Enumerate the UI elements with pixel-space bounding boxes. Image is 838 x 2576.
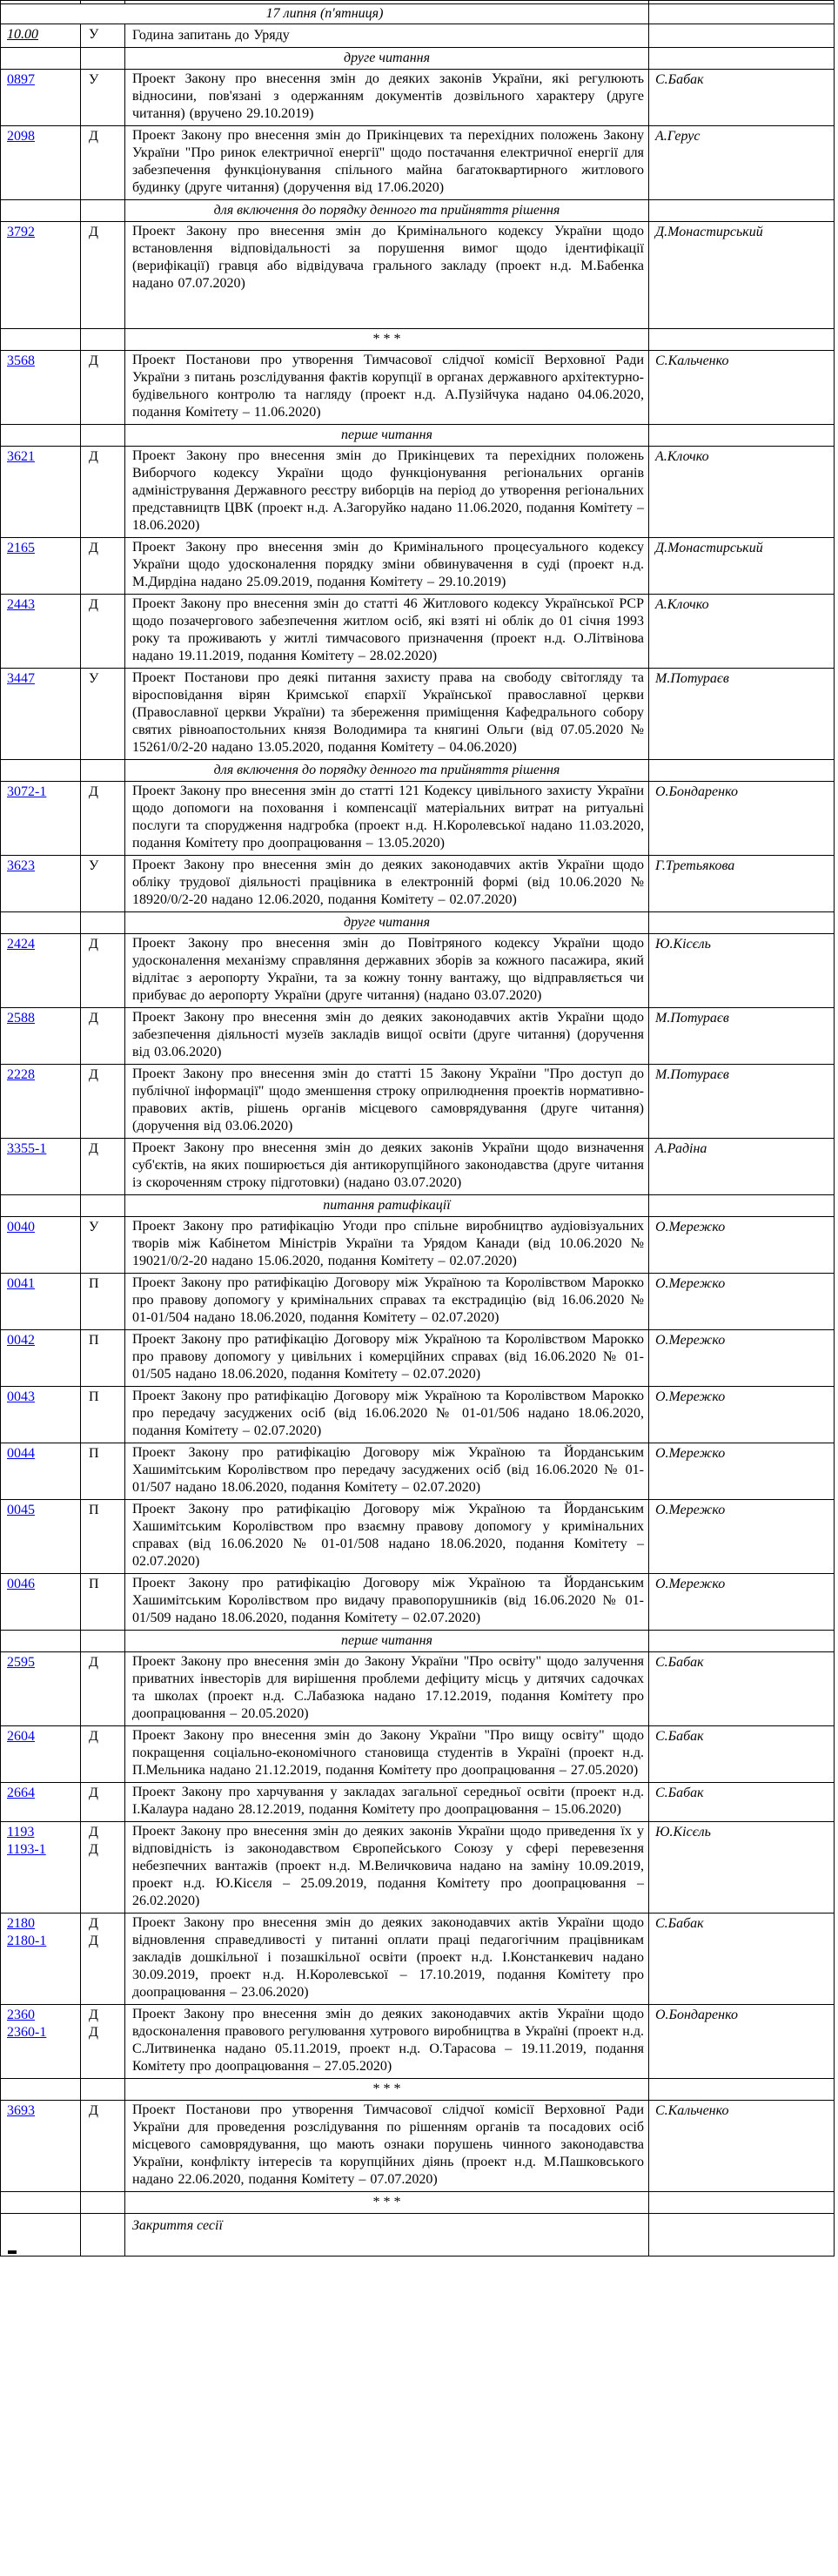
vote-type-flag: Д [89, 225, 98, 239]
table-row [1, 595, 835, 669]
table-row [1, 1783, 835, 1822]
bill-number-cell [1, 2101, 81, 2192]
separator-stars: * * * [125, 2079, 649, 2101]
section-header-row [1, 912, 835, 934]
vote-type-cell [81, 538, 125, 595]
empty-cell [81, 425, 125, 447]
empty-cell [81, 2192, 125, 2214]
empty-cell [1, 1631, 81, 1652]
empty-cell [81, 760, 125, 782]
section-header-row [1, 425, 835, 447]
bill-description: Проект Закону про внесення змін до деяких законів України, які регулюють відносини, пов'язані з одержанням документів дозвільного характеру (друге читання) (вручено 29.10.2019) [125, 70, 649, 126]
table-row [1, 1330, 835, 1387]
vote-type-cell [81, 782, 125, 856]
empty-cell [649, 760, 835, 782]
empty-cell [81, 2079, 125, 2101]
bill-link[interactable]: 0897 [7, 72, 35, 87]
bill-link[interactable]: 1193-1 [7, 1842, 46, 1857]
vote-type-cell [81, 669, 125, 760]
bill-link[interactable]: 2424 [7, 937, 35, 952]
bill-number-cell [1, 126, 81, 200]
vote-type-flag: П [89, 1276, 99, 1291]
vote-type-flag: У [89, 1220, 99, 1234]
bill-description: Проект Постанови про утворення Тимчасової слідчої комісії Верховної Ради України для проведення розслідування по рішенням органів та посадових осіб місцевого самоврядування, що мають ознаки порушень чинного законодавства України, конфлікту інтересів та корупційних діянь (проект н.д. М.Пашковського надано 22.06.2020, подання Комітету – 07.07.2020) [125, 2101, 649, 2192]
table-row [1, 1139, 835, 1195]
vote-type-flag: Д [89, 1825, 98, 1840]
bill-description: Проект Закону про внесення змін до Закону України "Про вищу освіту" щодо покращення соціально-економічного становища студентів в Україні (проект н.д. П.Мельника надано 21.12.2019, подання Комітету про доопрацювання – 27.05.2020) [125, 1726, 649, 1783]
bill-number-cell [1, 1914, 81, 2005]
bill-description: Проект Закону про внесення змін до статті 121 Кодексу цивільного захисту України щодо допомоги на поховання і компенсації матеріальних витрат на ритуальні послуги та спорудження надгробка (проект н.д. Н.Королевської надано 11.03.2020, подання Комітету про доопрацювання – 13.05.2020) [125, 782, 649, 856]
bill-description: Проект Закону про внесення змін до Кримінального процесуального кодексу України щодо удосконалення порядку зміни обвинувачення в суді (проект н.д. М.Дирдіна надано 25.09.2019, подання Комітету – 29.10.2019) [125, 538, 649, 595]
bill-number-cell [1, 1652, 81, 1726]
bill-number-cell [1, 1008, 81, 1065]
bill-number-cell [1, 934, 81, 1008]
vote-type-flag: Д [89, 2103, 98, 2118]
vote-type-cell [81, 222, 125, 329]
bill-link[interactable]: 0042 [7, 1333, 35, 1348]
bill-link[interactable]: 0041 [7, 1276, 35, 1291]
bill-number-cell [1, 70, 81, 126]
bill-link[interactable]: 2595 [7, 1655, 35, 1670]
bill-description: Проект Закону про ратифікацію Договору між Україною та Королівством Марокко про правову допомогу у цивільних і комерційних справах (від 16.06.2020 № 01-01/505 надано 18.06.2020, подання Комітету – 02.07.2020) [125, 1330, 649, 1387]
bill-description: Проект Закону про харчування у закладах загальної середньої освіти (проект н.д. І.Калаура надано 28.12.2019, подання Комітету про доопрацювання – 15.06.2020) [125, 1783, 649, 1822]
section-header-row [1, 48, 835, 70]
author-name: О.Мережко [649, 1574, 835, 1631]
vote-type-flag: Д [89, 1729, 98, 1744]
vote-type-flag: Д [89, 2025, 98, 2040]
vote-type-cell [81, 1500, 125, 1574]
vote-type-cell [81, 1139, 125, 1195]
author-name: О.Мережко [649, 1330, 835, 1387]
table-row [1, 856, 835, 912]
author-name: Г.Третьякова [649, 856, 835, 912]
bill-link[interactable]: 3568 [7, 353, 35, 368]
bill-number-cell [1, 2005, 81, 2079]
bill-number-cell [1, 538, 81, 595]
bill-description: Проект Закону про внесення змін до статті 46 Житлового кодексу Української РСР щодо позачергового забезпечення житлом осіб, які взяті ні облік до 01 січня 1993 року та проживають у житлі тимчасового призначення (проект н.д. О.Літвінова надано 19.11.2019, подання Комітету – 28.02.2020) [125, 595, 649, 669]
author-name: О.Мережко [649, 1443, 835, 1500]
table-row [1, 2005, 835, 2079]
author-name: Ю.Кісєль [649, 934, 835, 1008]
author-name: А.Герус [649, 126, 835, 200]
bill-number-cell [1, 595, 81, 669]
bill-description: Година запитань до Уряду [125, 24, 649, 48]
author-name: О.Бондаренко [649, 2005, 835, 2079]
section-header: для включення до порядку денного та прийняття рішення [125, 760, 649, 782]
vote-type-cell [81, 351, 125, 425]
cutoff-text-fragment [8, 2250, 17, 2254]
author-name: С.Кальченко [649, 2101, 835, 2192]
bill-link[interactable]: 3623 [7, 858, 35, 873]
vote-type-cell [81, 1217, 125, 1274]
table-row [1, 782, 835, 856]
table-row [1, 1822, 835, 1914]
bill-description: Проект Закону про внесення змін до деяких законодавчих актів України щодо вдосконалення правового регулювання хутрового виробництва в Україні (проект н.д. С.Литвиненка надано 05.11.2019, проект н.д. О.Тарасова – 19.11.2019, подання Комітету про доопрацювання – 27.05.2020) [125, 2005, 649, 2079]
vote-type-flag: Д [89, 597, 98, 612]
empty-cell [649, 1631, 835, 1652]
bill-number-cell [1, 856, 81, 912]
table-row [1, 1008, 835, 1065]
vote-type-cell [81, 447, 125, 538]
table-row [1, 126, 835, 200]
section-header: друге читання [125, 48, 649, 70]
bill-number-cell [1, 1726, 81, 1783]
empty-cell [649, 912, 835, 934]
bill-description: Проект Постанови про деякі питання захисту права на свободу світогляду та віросповідання вірян Кримської єпархії Української православної церкви (Православної церкви України) та збереження приміщення Кафедрального собору святих рівноапостольних князя Володимира та княгині Ольги (від 07.05.2020 № 15261/0/2-20 надано 13.05.2020, подання Комітету – 04.06.2020) [125, 669, 649, 760]
empty-cell [1, 48, 81, 70]
section-header-row [1, 200, 835, 222]
bill-link[interactable]: 2228 [7, 1067, 35, 1082]
bill-description: Проект Закону про ратифікацію Договору між Україною та Йорданським Хашимітським Королівством про передачу засуджених осіб (від 16.06.2020 № 01-01/507 надано 18.06.2020, подання Комітету – 02.07.2020) [125, 1443, 649, 1500]
bill-link[interactable]: 2165 [7, 541, 35, 555]
bill-link[interactable]: 0046 [7, 1577, 35, 1591]
table-row [1, 1500, 835, 1574]
bill-link[interactable]: 2180-1 [7, 1934, 47, 1948]
vote-type-flag: Д [89, 2008, 98, 2022]
vote-type-cell [81, 1065, 125, 1139]
author-name: С.Бабак [649, 1726, 835, 1783]
vote-type-cell [81, 2101, 125, 2192]
vote-type-cell [81, 126, 125, 200]
empty-cell [649, 329, 835, 351]
section-header: питання ратифікації [125, 1195, 649, 1217]
author-name: О.Мережко [649, 1217, 835, 1274]
bill-description: Проект Закону про ратифікацію Договору між Україною та Йорданським Хашимітським Королівством про видачу правопорушників (від 16.06.2020 № 01-01/509 надано 18.06.2020, подання Комітету – 02.07.2020) [125, 1574, 649, 1631]
separator-stars: * * * [125, 329, 649, 351]
bill-number-cell [1, 782, 81, 856]
bill-number-cell [1, 669, 81, 760]
bill-description: Проект Закону про внесення змін до деяких законодавчих актів України щодо обліку трудової діяльності працівника в електронній формі (від 10.06.2020 № 18920/0/2-20 надано 12.06.2020, подання Комітету – 02.07.2020) [125, 856, 649, 912]
time-label: 10.00 [7, 27, 38, 42]
vote-type-cell [81, 1822, 125, 1914]
vote-type-cell [81, 1652, 125, 1726]
closing-label: Закриття сесії [125, 2214, 649, 2257]
vote-type-cell [81, 70, 125, 126]
closing-row [1, 2214, 835, 2257]
separator-stars: * * * [125, 2192, 649, 2214]
empty-cell [649, 2192, 835, 2214]
bill-description: Проект Закону про внесення змін до статті 15 Закону України "Про доступ до публічної інформації" щодо зменшення строку оприлюднення проектів нормативно-правових актів, рішень органів місцевого самоврядування (друге читання) (доручення від 03.06.2020) [125, 1065, 649, 1139]
vote-type-cell [81, 1330, 125, 1387]
vote-type-cell [81, 1574, 125, 1631]
vote-type-cell [81, 1726, 125, 1783]
section-header-row [1, 1631, 835, 1652]
bill-description: Проект Постанови про утворення Тимчасової слідчої комісії Верховної Ради України з питань розслідування фактів корупції в органах державного архітектурно-будівельного контролю та нагляду (проект н.д. А.Пузійчука надано 04.06.2020, подання Комітету – 11.06.2020) [125, 351, 649, 425]
bill-description: Проект Закону про ратифікацію Договору між Україною та Королівством Марокко про передачу засуджених осіб (від 16.06.2020 № 01-01/506 надано 18.06.2020, подання Комітету – 02.07.2020) [125, 1387, 649, 1443]
separator-row [1, 2192, 835, 2214]
bill-number-cell [1, 351, 81, 425]
bill-link[interactable]: 2360-1 [7, 2025, 47, 2040]
table-row [1, 1914, 835, 2005]
vote-type-flag: П [89, 1503, 99, 1517]
vote-type-cell [81, 595, 125, 669]
vote-type-flag: Д [89, 129, 98, 144]
author-name: Ю.Кісєль [649, 1822, 835, 1914]
bill-number-cell [1, 1822, 81, 1914]
bill-link[interactable]: 3792 [7, 225, 35, 239]
vote-type-flag: Д [89, 937, 98, 952]
vote-type-flag: У [89, 671, 99, 686]
bill-description: Проект Закону про ратифікацію Договору між Україною та Королівством Марокко про правову допомогу у кримінальних справах та екстрадицію (від 16.06.2020 № 01-01/504 надано 18.06.2020, подання Комітету – 02.07.2020) [125, 1274, 649, 1330]
bill-number-cell [1, 1783, 81, 1822]
bill-link[interactable]: 2443 [7, 597, 35, 612]
date-header-row [1, 4, 835, 24]
empty-cell [1, 200, 81, 222]
bill-number-cell [1, 1443, 81, 1500]
bill-number-cell [1, 1500, 81, 1574]
vote-type-cell [81, 1914, 125, 2005]
bill-number-cell [1, 222, 81, 329]
author-name: С.Бабак [649, 1783, 835, 1822]
table-row [1, 538, 835, 595]
bill-link[interactable]: 3621 [7, 449, 35, 464]
vote-type-flag: П [89, 1577, 99, 1591]
bill-link[interactable]: 2180 [7, 1916, 35, 1931]
empty-cell [649, 425, 835, 447]
bill-description: Проект Закону про внесення змін до Закону України "Про освіту" щодо залучення приватних інвесторів для вирішення проблеми дефіциту місць у дитячих садочках та школах (проект н.д. С.Лабазюка надано 17.12.2019, подання Комітету про доопрацювання – 20.05.2020) [125, 1652, 649, 1726]
author-name: О.Бондаренко [649, 782, 835, 856]
section-header-row [1, 760, 835, 782]
empty-cell [81, 912, 125, 934]
bill-description: Проект Закону про внесення змін до деяких законів України щодо приведення їх у відповідність із законодавством Європейського Союзу у сфері перевезення небезпечних вантажів (проект н.д. М.Величковича надано на заміну 10.09.2019, проект н.д. Ю.Кісєля – 25.09.2019, подання Комітету про доопрацювання – 26.02.2020) [125, 1822, 649, 1914]
author-name: А.Радіна [649, 1139, 835, 1195]
author-name: М.Потураєв [649, 1065, 835, 1139]
vote-type-flag: У [89, 27, 99, 42]
bill-description: Проект Закону про внесення змін до деяких законодавчих актів України щодо забезпечення діяльності музеїв закладів вищої освіти (друге читання) (доручення від 03.06.2020) [125, 1008, 649, 1065]
vote-type-flag: Д [89, 1067, 98, 1082]
vote-type-flag: Д [89, 1141, 98, 1156]
table-row [1, 1217, 835, 1274]
bill-number-cell [1, 1274, 81, 1330]
bill-description: Проект Закону про ратифікацію Договору між Україною та Йорданським Хашимітським Королівством про взаємну правову допомогу у кримінальних справах (від 16.06.2020 № 01-01/508 надано 18.06.2020, подання Комітету – 02.07.2020) [125, 1500, 649, 1574]
bill-number-cell [1, 447, 81, 538]
author-name [649, 24, 835, 48]
author-name: Д.Монастирський [649, 222, 835, 329]
table-row [1, 934, 835, 1008]
bill-number-cell [1, 1387, 81, 1443]
author-name: М.Потураєв [649, 1008, 835, 1065]
empty-cell [649, 2214, 835, 2257]
table-row [1, 1387, 835, 1443]
author-name: М.Потураєв [649, 669, 835, 760]
table-row [1, 1652, 835, 1726]
table-row [1, 1274, 835, 1330]
section-header: друге читання [125, 912, 649, 934]
vote-type-cell [81, 1783, 125, 1822]
table-row [1, 351, 835, 425]
author-name: А.Клочко [649, 595, 835, 669]
vote-type-flag: Д [89, 1916, 98, 1931]
vote-type-flag: Д [89, 541, 98, 555]
vote-type-cell [81, 1008, 125, 1065]
empty-cell [81, 329, 125, 351]
empty-cell [81, 2214, 125, 2257]
vote-type-flag: У [89, 72, 99, 87]
vote-type-flag: У [89, 858, 99, 873]
bill-link[interactable]: 2664 [7, 1786, 35, 1800]
vote-type-cell [81, 856, 125, 912]
table-row [1, 1065, 835, 1139]
vote-type-flag: Д [89, 449, 98, 464]
vote-type-flag: Д [89, 353, 98, 368]
empty-cell [649, 4, 835, 24]
table-row [1, 222, 835, 329]
empty-cell [649, 1195, 835, 1217]
vote-type-flag: Д [89, 1011, 98, 1026]
bill-link[interactable]: 3447 [7, 671, 35, 686]
table-row [1, 447, 835, 538]
author-name: Д.Монастирський [649, 538, 835, 595]
bill-link[interactable]: 2588 [7, 1011, 35, 1026]
section-header: для включення до порядку денного та прийняття рішення [125, 200, 649, 222]
separator-row [1, 329, 835, 351]
table-row [1, 1574, 835, 1631]
vote-type-cell [81, 2005, 125, 2079]
table-row [1, 70, 835, 126]
vote-type-flag: Д [89, 1934, 98, 1948]
vote-type-flag: Д [89, 784, 98, 799]
bill-link[interactable]: 2604 [7, 1729, 35, 1744]
empty-cell [1, 912, 81, 934]
bill-description: Проект Закону про ратифікацію Угоди про спільне виробництво аудіовізуальних творів між Кабінетом Міністрів України та Урядом Канади (від 10.06.2020 № 19021/0/2-20 надано 15.06.2020, подання Комітету – 02.07.2020) [125, 1217, 649, 1274]
bill-description: Проект Закону про внесення змін до Прикінцевих та перехідних положень Закону України "Про ринок електричної енергії" щодо постачання електричної енергії для забезпечення функціонування спільного майна багатоквартирного житлового будинку (друге читання) (доручення від 17.06.2020) [125, 126, 649, 200]
table-row [1, 1726, 835, 1783]
author-name: С.Бабак [649, 70, 835, 126]
bill-description: Проект Закону про внесення змін до Повітряного кодексу України щодо удосконалення механізму справляння державних зборів за кожного пасажира, який відлітає з аеропорту України, та за кожну тонну вантажу, що відправляється чи прибуває до аеропорту України (друге читання) (надано 03.07.2020) [125, 934, 649, 1008]
bill-number-cell [1, 1217, 81, 1274]
day-header: 17 липня (п'ятниця) [1, 4, 649, 24]
empty-cell [81, 200, 125, 222]
empty-cell [649, 48, 835, 70]
bill-link[interactable]: 0043 [7, 1389, 35, 1404]
vote-type-flag: Д [89, 1655, 98, 1670]
bill-link[interactable]: 0040 [7, 1220, 35, 1234]
table-row [1, 24, 835, 48]
vote-type-cell [81, 934, 125, 1008]
bill-number-cell [1, 1574, 81, 1631]
author-name: О.Мережко [649, 1274, 835, 1330]
bill-link[interactable]: 1193 [7, 1825, 35, 1840]
empty-cell [81, 48, 125, 70]
author-name: С.Бабак [649, 1914, 835, 2005]
vote-type-flag: П [89, 1333, 99, 1348]
section-header: перше читання [125, 1631, 649, 1652]
empty-cell [1, 425, 81, 447]
bill-number-cell [1, 24, 81, 48]
bill-number-cell [1, 2214, 81, 2257]
empty-cell [81, 1195, 125, 1217]
vote-type-flag: П [89, 1389, 99, 1404]
empty-cell [81, 1631, 125, 1652]
author-name: С.Кальченко [649, 351, 835, 425]
bill-description: Проект Закону про внесення змін до деяких законів України щодо визначення суб'єктів, на яких поширюється дія антикорупційного законодавства (друге читання із скороченням строку підготовки) (надано 03.07.2020) [125, 1139, 649, 1195]
bill-number-cell [1, 1139, 81, 1195]
bill-link[interactable]: 2360 [7, 2008, 35, 2022]
bill-number-cell [1, 1330, 81, 1387]
section-header: перше читання [125, 425, 649, 447]
vote-type-cell [81, 1387, 125, 1443]
bill-link[interactable]: 0045 [7, 1503, 35, 1517]
author-name: О.Мережко [649, 1500, 835, 1574]
bill-description: Проект Закону про внесення змін до Прикінцевих та перехідних положень Виборчого кодексу України щодо функціонування регіональних органів адміністрування Державного реєстру виборців на період до утворення регіональних представництв ЦВК (проект н.д. А.Загоруйко надано 11.06.2020, подання Комітету – 18.06.2020) [125, 447, 649, 538]
bill-link[interactable]: 2098 [7, 129, 35, 144]
bill-link[interactable]: 0044 [7, 1446, 35, 1461]
section-header-row [1, 1195, 835, 1217]
vote-type-flag: П [89, 1446, 99, 1461]
empty-cell [649, 200, 835, 222]
author-name: О.Мережко [649, 1387, 835, 1443]
bill-link[interactable]: 3693 [7, 2103, 35, 2118]
empty-cell [1, 2079, 81, 2101]
separator-row [1, 2079, 835, 2101]
bill-link[interactable]: 3072-1 [7, 784, 47, 799]
bill-link[interactable]: 3355-1 [7, 1141, 47, 1156]
vote-type-cell [81, 1443, 125, 1500]
bill-number-cell [1, 1065, 81, 1139]
bill-description: Проект Закону про внесення змін до деяких законодавчих актів України щодо відновлення справедливості у питанні оплати праці педагогічним працівникам закладів дошкільної і позашкільної освіти (проект н.д. І.Констанкевич надано 30.09.2019, проект н.д. Н.Королевської – 17.10.2019, подання Комітету про доопрацювання – 23.06.2020) [125, 1914, 649, 2005]
vote-type-flag: Д [89, 1842, 98, 1857]
empty-cell [1, 329, 81, 351]
empty-cell [1, 2192, 81, 2214]
author-name: С.Бабак [649, 1652, 835, 1726]
table-row [1, 1443, 835, 1500]
table-row [1, 2101, 835, 2192]
empty-cell [649, 2079, 835, 2101]
author-name: А.Клочко [649, 447, 835, 538]
empty-cell [1, 760, 81, 782]
bill-description: Проект Закону про внесення змін до Кримінального кодексу України щодо встановлення відповідальності за порушення вимог щодо ідентифікації (верифікації) гравця або відвідувача грального закладу (проект н.д. М.Бабенка надано 07.07.2020) [125, 222, 649, 329]
table-row [1, 669, 835, 760]
vote-type-flag: Д [89, 1786, 98, 1800]
vote-type-cell [81, 1274, 125, 1330]
vote-type-cell [81, 24, 125, 48]
empty-cell [1, 1195, 81, 1217]
